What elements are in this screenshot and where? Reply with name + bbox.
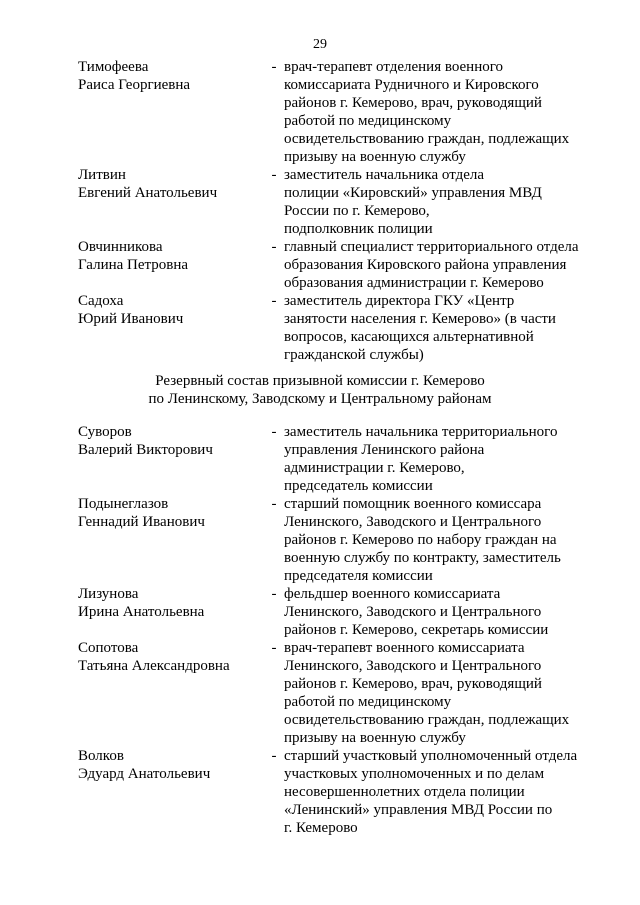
heading-line: по Ленинскому, Заводскому и Центральному районам	[148, 391, 492, 407]
member-entry	[0, 292, 640, 364]
member-position-line: несовершеннолетних отдела полиции	[284, 784, 525, 800]
member-position-line: районов г. Кемерово, врач, руководящий	[284, 676, 542, 692]
dash-separator: -	[271, 748, 277, 764]
member-entry	[0, 166, 640, 238]
member-position	[284, 292, 584, 364]
member-position-line: районов г. Кемерово по набору граждан на	[284, 532, 557, 548]
page-number: 29	[313, 37, 327, 52]
member-position-line: образования Кировского района управления	[284, 257, 567, 273]
member-position-line: районов г. Кемерово, секретарь комиссии	[284, 622, 549, 638]
member-name-line: Валерий Викторович	[78, 442, 213, 458]
member-position-line: старший помощник военного комиссара	[284, 496, 542, 512]
reserve-commission-heading	[0, 372, 640, 408]
member-position-line: Ленинского, Заводского и Центрального	[284, 604, 542, 620]
member-position-line: врач-терапевт отделения военного	[284, 59, 504, 75]
member-position-line: призыву на военную службу	[284, 149, 466, 165]
member-position	[284, 423, 584, 495]
dash-separator: -	[271, 167, 277, 183]
member-name	[0, 292, 264, 364]
member-position-line: вопросов, касающихся альтернативной	[284, 329, 534, 345]
member-position-line: районов г. Кемерово, врач, руководящий	[284, 95, 542, 111]
dash-separator: -	[271, 586, 277, 602]
member-name-line: Ирина Анатольевна	[78, 604, 205, 620]
member-name-line: Волков	[78, 748, 124, 764]
member-position-line: работой по медицинскому	[284, 694, 452, 710]
member-position	[284, 585, 584, 639]
member-position-line: председателя комиссии	[284, 568, 433, 584]
dash-separator: -	[271, 59, 277, 75]
member-entry	[0, 495, 640, 585]
member-name-line: Садоха	[78, 293, 124, 309]
commission-members-block	[0, 58, 640, 364]
member-position-line: полиции «Кировский» управления МВД	[284, 185, 542, 201]
member-name	[0, 639, 264, 747]
member-entry	[0, 58, 640, 166]
member-position-line: заместитель начальника отдела	[284, 167, 484, 183]
member-position-line: работой по медицинскому	[284, 113, 452, 129]
member-position	[284, 639, 584, 747]
member-position-line: «Ленинский» управления МВД России по	[284, 802, 553, 818]
member-name	[0, 166, 264, 238]
member-name-line: Юрий Иванович	[78, 311, 184, 327]
member-name	[0, 238, 264, 292]
heading-line: Резервный состав призывной комиссии г. Кемерово	[155, 373, 485, 389]
member-position-line: призыву на военную службу	[284, 730, 466, 746]
member-name-line: Суворов	[78, 424, 132, 440]
member-entry	[0, 585, 640, 639]
dash-separator: -	[271, 640, 277, 656]
member-position-line: подполковник полиции	[284, 221, 433, 237]
member-name-line: Галина Петровна	[78, 257, 189, 273]
member-position-line: военную службу по контракту, заместитель	[284, 550, 561, 566]
dash-separator: -	[271, 239, 277, 255]
member-position-line: освидетельствованию граждан, подлежащих	[284, 131, 570, 147]
member-name-line: Раиса Георгиевна	[78, 77, 191, 93]
member-position-line: гражданской службы)	[284, 347, 424, 363]
member-position-line: врач-терапевт военного комиссариата	[284, 640, 525, 656]
member-position	[284, 238, 584, 292]
member-position-line: заместитель начальника территориального	[284, 424, 558, 440]
reserve-members-block	[0, 423, 640, 837]
member-entry	[0, 639, 640, 747]
member-position-line: Ленинского, Заводского и Центрального	[284, 514, 542, 530]
member-entry	[0, 238, 640, 292]
member-name	[0, 585, 264, 639]
member-position	[284, 58, 584, 166]
member-position-line: занятости населения г. Кемерово» (в части	[284, 311, 556, 327]
member-name-line: Тимофеева	[78, 59, 149, 75]
member-position	[284, 166, 584, 238]
member-position-line: управления Ленинского района	[284, 442, 485, 458]
member-position-line: комиссариата Рудничного и Кировского	[284, 77, 539, 93]
member-position-line: Ленинского, Заводского и Центрального	[284, 658, 542, 674]
member-position-line: председатель комиссии	[284, 478, 433, 494]
member-entry	[0, 747, 640, 837]
member-position-line: администрации г. Кемерово,	[284, 460, 465, 476]
member-position-line: старший участковый уполномоченный отдела	[284, 748, 578, 764]
member-name	[0, 495, 264, 585]
member-name-line: Евгений Анатольевич	[78, 185, 218, 201]
member-name-line: Лизунова	[78, 586, 139, 602]
member-name-line: Татьяна Александровна	[78, 658, 230, 674]
member-position	[284, 747, 584, 837]
member-position-line: главный специалист территориального отдела	[284, 239, 579, 255]
dash-separator: -	[271, 293, 277, 309]
member-name-line: Овчинникова	[78, 239, 163, 255]
member-position-line: заместитель директора ГКУ «Центр	[284, 293, 515, 309]
member-name	[0, 747, 264, 837]
member-position	[284, 495, 584, 585]
member-position-line: России по г. Кемерово,	[284, 203, 430, 219]
dash-separator: -	[271, 496, 277, 512]
member-position-line: г. Кемерово	[284, 820, 358, 836]
member-entry	[0, 423, 640, 495]
member-name-line: Подынеглазов	[78, 496, 169, 512]
member-name-line: Сопотова	[78, 640, 139, 656]
member-position-line: участковых уполномоченных и по делам	[284, 766, 545, 782]
member-position-line: освидетельствованию граждан, подлежащих	[284, 712, 570, 728]
member-name-line: Эдуард Анатольевич	[78, 766, 211, 782]
member-name-line: Литвин	[78, 167, 126, 183]
member-position-line: фельдшер военного комиссариата	[284, 586, 501, 602]
member-position-line: образования администрации г. Кемерово	[284, 275, 544, 291]
member-name	[0, 423, 264, 495]
member-name	[0, 58, 264, 166]
dash-separator: -	[271, 424, 277, 440]
member-name-line: Геннадий Иванович	[78, 514, 205, 530]
